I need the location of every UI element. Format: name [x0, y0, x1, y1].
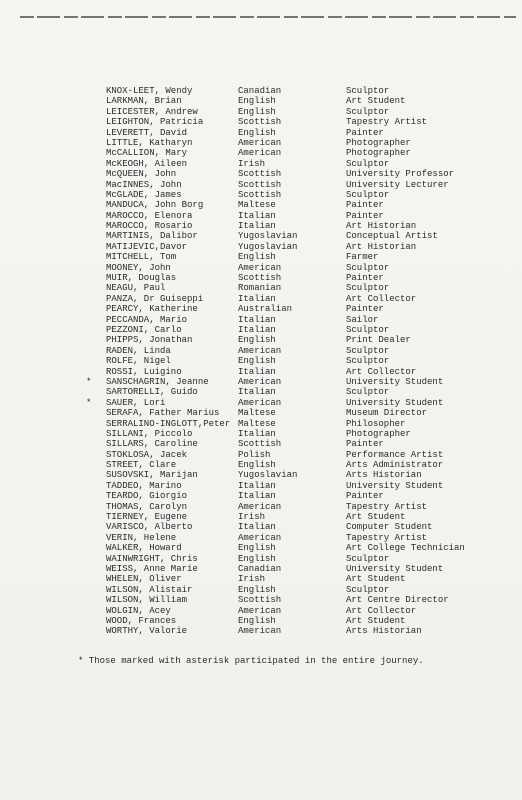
- participant-nationality: Romanian: [238, 283, 282, 294]
- participant-occupation: Computer Student: [346, 522, 433, 533]
- participant-occupation: Sailor: [346, 314, 379, 325]
- participant-name: SARTORELLI, Guido: [106, 387, 198, 398]
- participant-name: McQUEEN, John: [106, 169, 177, 180]
- participant-nationality: American: [238, 397, 282, 408]
- participant-row: [84, 148, 464, 158]
- participant-name: MacINNES, John: [106, 179, 182, 190]
- participant-row: [84, 180, 464, 190]
- participant-occupation: Arts Historian: [346, 626, 422, 637]
- participant-row: [84, 429, 464, 439]
- participant-row: [84, 502, 464, 512]
- participant-nationality: Italian: [238, 366, 276, 377]
- participant-occupation: Sculptor: [346, 106, 390, 117]
- participant-name: WOLGIN, Acey: [106, 605, 171, 616]
- participant-row: [84, 200, 464, 210]
- participant-name: WHELEN, Oliver: [106, 574, 182, 585]
- participant-nationality: Yugoslavian: [238, 241, 298, 252]
- participant-name: MARTINIS, Dalibor: [106, 231, 198, 242]
- participant-row: [84, 533, 464, 543]
- participant-row: [84, 470, 464, 480]
- participant-nationality: American: [238, 262, 282, 273]
- participant-nationality: Italian: [238, 293, 276, 304]
- asterisk-mark: *: [86, 397, 92, 408]
- participant-nationality: Polish: [238, 449, 271, 460]
- participant-occupation: Sculptor: [346, 584, 390, 595]
- participant-occupation: Arts Historian: [346, 470, 422, 481]
- participant-name: MOONEY, John: [106, 262, 171, 273]
- participant-nationality: Scottish: [238, 595, 282, 606]
- participant-row: [84, 128, 464, 138]
- participant-row: [84, 159, 464, 169]
- participant-occupation: Sculptor: [346, 553, 390, 564]
- participant-nationality: Italian: [238, 480, 276, 491]
- participant-name: WOOD, Frances: [106, 615, 177, 626]
- asterisk-mark: *: [86, 376, 92, 387]
- participant-name: PHIPPS, Jonathan: [106, 335, 193, 346]
- participant-row: [84, 522, 464, 532]
- participant-occupation: Tapestry Artist: [346, 117, 428, 128]
- participant-nationality: Scottish: [238, 273, 282, 284]
- participant-occupation: Painter: [346, 304, 384, 315]
- participant-row: [84, 335, 464, 345]
- participant-nationality: Australian: [238, 304, 293, 315]
- participant-row: [84, 211, 464, 221]
- participant-name: LEVERETT, David: [106, 127, 188, 138]
- participant-row: [84, 356, 464, 366]
- participant-name: LARKMAN, Brian: [106, 96, 182, 107]
- participant-nationality: American: [238, 532, 282, 543]
- participant-name: McCALLION, Mary: [106, 148, 188, 159]
- participant-nationality: Scottish: [238, 169, 282, 180]
- participant-name: TADDEO, Marino: [106, 480, 182, 491]
- participant-row: [84, 304, 464, 314]
- participant-occupation: University Student: [346, 397, 444, 408]
- participant-row: [84, 387, 464, 397]
- participant-row: [84, 117, 464, 127]
- participant-name: TIERNEY, Eugene: [106, 512, 188, 523]
- participant-row: [84, 107, 464, 117]
- participant-nationality: Italian: [238, 522, 276, 533]
- participant-nationality: English: [238, 543, 276, 554]
- participant-occupation: University Lecturer: [346, 179, 449, 190]
- participant-name: VERIN, Helene: [106, 532, 177, 543]
- participant-occupation: Art Collector: [346, 605, 417, 616]
- participant-nationality: American: [238, 148, 282, 159]
- participant-row: [84, 263, 464, 273]
- participant-nationality: Italian: [238, 314, 276, 325]
- participant-occupation: Sculptor: [346, 262, 390, 273]
- participant-nationality: Canadian: [238, 86, 282, 96]
- participant-row: [84, 616, 464, 626]
- top-rule: [20, 16, 516, 18]
- participant-nationality: Scottish: [238, 189, 282, 200]
- participant-occupation: Tapestry Artist: [346, 501, 428, 512]
- participant-occupation: Painter: [346, 491, 384, 502]
- participant-row: [84, 273, 464, 283]
- participant-name: SILLANI, Piccolo: [106, 428, 193, 439]
- participant-nationality: American: [238, 345, 282, 356]
- participant-occupation: Photographer: [346, 148, 411, 159]
- participant-occupation: Museum Director: [346, 408, 428, 419]
- participant-name: NEAGU, Paul: [106, 283, 166, 294]
- participant-nationality: English: [238, 106, 276, 117]
- participant-name: ROSSI, Luigino: [106, 366, 182, 377]
- participant-name: WAINWRIGHT, Chris: [106, 553, 198, 564]
- participant-name: McGLADE, James: [106, 189, 182, 200]
- participant-name: LEIGHTON, Patricia: [106, 117, 204, 128]
- participant-row: [84, 606, 464, 616]
- participant-occupation: Sculptor: [346, 283, 390, 294]
- participant-occupation: Photographer: [346, 137, 411, 148]
- participant-occupation: Sculptor: [346, 189, 390, 200]
- participant-name: KNOX-LEET, Wendy: [106, 86, 193, 96]
- participant-row: [84, 512, 464, 522]
- participant-name: SERRALINO-INGLOTT,Peter: [106, 418, 231, 429]
- participant-occupation: Art Historian: [346, 241, 417, 252]
- participant-name: SILLARS, Caroline: [106, 439, 198, 450]
- participant-row: [84, 325, 464, 335]
- participant-nationality: English: [238, 335, 276, 346]
- participant-nationality: Italian: [238, 491, 276, 502]
- participant-row: [84, 190, 464, 200]
- participant-name: MAROCCO, Rosario: [106, 221, 193, 232]
- participant-occupation: Print Dealer: [346, 335, 411, 346]
- participant-occupation: Sculptor: [346, 345, 390, 356]
- participant-nationality: English: [238, 584, 276, 595]
- participant-nationality: Scottish: [238, 117, 282, 128]
- participant-occupation: Art Student: [346, 574, 406, 585]
- participant-row: [84, 398, 464, 408]
- participant-nationality: Maltese: [238, 408, 276, 419]
- participant-nationality: Italian: [238, 221, 276, 232]
- participant-name: SAUER, Lori: [106, 397, 166, 408]
- participant-nationality: American: [238, 376, 282, 387]
- participant-row: [84, 595, 464, 605]
- participant-row: [84, 626, 464, 636]
- participant-nationality: Italian: [238, 210, 276, 221]
- participant-nationality: Irish: [238, 512, 266, 523]
- participant-row: [84, 138, 464, 148]
- participant-row: [84, 231, 464, 241]
- participant-row: [84, 221, 464, 231]
- participant-name: MUIR, Douglas: [106, 273, 177, 284]
- participant-occupation: Sculptor: [346, 158, 390, 169]
- participant-occupation: Painter: [346, 127, 384, 138]
- participant-nationality: American: [238, 137, 282, 148]
- participant-name: THOMAS, Carolyn: [106, 501, 188, 512]
- participant-occupation: Arts Administrator: [346, 460, 444, 471]
- participant-name: McKEOGH, Aileen: [106, 158, 188, 169]
- participant-row: [84, 169, 464, 179]
- participant-row: [84, 283, 464, 293]
- participant-occupation: Art Collector: [346, 293, 417, 304]
- participant-row: [84, 564, 464, 574]
- participant-name: STOKLOSA, Jacek: [106, 449, 188, 460]
- participant-row: [84, 86, 464, 96]
- participant-nationality: Irish: [238, 158, 266, 169]
- participant-nationality: English: [238, 553, 276, 564]
- participant-occupation: Sculptor: [346, 324, 390, 335]
- participant-occupation: Art College Technician: [346, 543, 465, 554]
- participant-name: WEISS, Anne Marie: [106, 563, 198, 574]
- participant-nationality: English: [238, 252, 276, 263]
- participant-nationality: Irish: [238, 574, 266, 585]
- participant-name: ROLFE, Nigel: [106, 356, 171, 367]
- participant-occupation: Art Collector: [346, 366, 417, 377]
- participant-nationality: Italian: [238, 324, 276, 335]
- participant-nationality: Scottish: [238, 179, 282, 190]
- participant-occupation: Sculptor: [346, 387, 390, 398]
- participant-name: TEARDO, Giorgio: [106, 491, 188, 502]
- participant-name: MANDUCA, John Borg: [106, 200, 204, 211]
- participant-row: [84, 377, 464, 387]
- participant-row: [84, 585, 464, 595]
- participant-occupation: Art Student: [346, 615, 406, 626]
- participant-occupation: Sculptor: [346, 86, 390, 96]
- participant-row: [84, 439, 464, 449]
- participant-list: [84, 86, 464, 637]
- participant-row: [84, 554, 464, 564]
- participant-row: [84, 242, 464, 252]
- participant-nationality: English: [238, 356, 276, 367]
- participant-occupation: Painter: [346, 273, 384, 284]
- participant-row: [84, 491, 464, 501]
- participant-row: [84, 252, 464, 262]
- participant-nationality: Yugoslavian: [238, 470, 298, 481]
- participant-name: PECCANDA, Mario: [106, 314, 188, 325]
- participant-occupation: Art Historian: [346, 221, 417, 232]
- participant-row: [84, 460, 464, 470]
- participant-row: [84, 574, 464, 584]
- participant-nationality: Canadian: [238, 563, 282, 574]
- participant-name: WALKER, Howard: [106, 543, 182, 554]
- participant-occupation: University Professor: [346, 169, 455, 180]
- participant-name: PANZA, Dr Guiseppi: [106, 293, 204, 304]
- participant-name: LEICESTER, Andrew: [106, 106, 198, 117]
- participant-nationality: Yugoslavian: [238, 231, 298, 242]
- participant-name: SANSCHAGRIN, Jeanne: [106, 376, 209, 387]
- participant-nationality: Italian: [238, 428, 276, 439]
- participant-name: WILSON, Alistair: [106, 584, 193, 595]
- participant-occupation: Photographer: [346, 428, 411, 439]
- participant-nationality: American: [238, 626, 282, 637]
- participant-name: PEZZONI, Carlo: [106, 324, 182, 335]
- participant-row: [84, 408, 464, 418]
- participant-name: LITTLE, Katharyn: [106, 137, 193, 148]
- participant-nationality: American: [238, 605, 282, 616]
- participant-occupation: Art Student: [346, 512, 406, 523]
- participant-name: VARISCO, Alberto: [106, 522, 193, 533]
- participant-occupation: Art Student: [346, 96, 406, 107]
- participant-name: PEARCY, Katherine: [106, 304, 198, 315]
- participant-row: [84, 294, 464, 304]
- participant-name: RADEN, Linda: [106, 345, 171, 356]
- participant-name: MITCHELL, Tom: [106, 252, 177, 263]
- participant-name: MAROCCO, Elenora: [106, 210, 193, 221]
- participant-nationality: American: [238, 501, 282, 512]
- participant-name: SERAFA, Father Marius: [106, 408, 220, 419]
- participant-nationality: Maltese: [238, 200, 276, 211]
- participant-row: [84, 315, 464, 325]
- participant-row: [84, 419, 464, 429]
- participant-occupation: Farmer: [346, 252, 379, 263]
- participant-row: [84, 346, 464, 356]
- participant-occupation: Conceptual Artist: [346, 231, 438, 242]
- participant-occupation: Tapestry Artist: [346, 532, 428, 543]
- participant-row: [84, 481, 464, 491]
- participant-row: [84, 367, 464, 377]
- participant-name: STREET, Clare: [106, 460, 177, 471]
- participant-name: MATIJEVIC,Davor: [106, 241, 188, 252]
- participant-name: WILSON, William: [106, 595, 188, 606]
- participant-nationality: English: [238, 615, 276, 626]
- participant-nationality: English: [238, 460, 276, 471]
- footnote: * Those marked with asterisk participated in the entire journey.: [78, 656, 424, 666]
- participant-occupation: Painter: [346, 200, 384, 211]
- participant-name: WORTHY, Valorie: [106, 626, 188, 637]
- participant-row: [84, 450, 464, 460]
- participant-nationality: English: [238, 96, 276, 107]
- participant-occupation: Performance Artist: [346, 449, 444, 460]
- participant-occupation: University Student: [346, 480, 444, 491]
- participant-occupation: Painter: [346, 439, 384, 450]
- participant-nationality: Maltese: [238, 418, 276, 429]
- participant-nationality: English: [238, 127, 276, 138]
- participant-occupation: Sculptor: [346, 356, 390, 367]
- participant-occupation: Painter: [346, 210, 384, 221]
- participant-occupation: Art Centre Director: [346, 595, 449, 606]
- participant-name: SUSOVSKI, Marijan: [106, 470, 198, 481]
- participant-occupation: University Student: [346, 563, 444, 574]
- participant-nationality: Scottish: [238, 439, 282, 450]
- participant-row: [84, 96, 464, 106]
- participant-nationality: Italian: [238, 387, 276, 398]
- participant-occupation: Philosopher: [346, 418, 406, 429]
- participant-row: [84, 543, 464, 553]
- participant-occupation: University Student: [346, 376, 444, 387]
